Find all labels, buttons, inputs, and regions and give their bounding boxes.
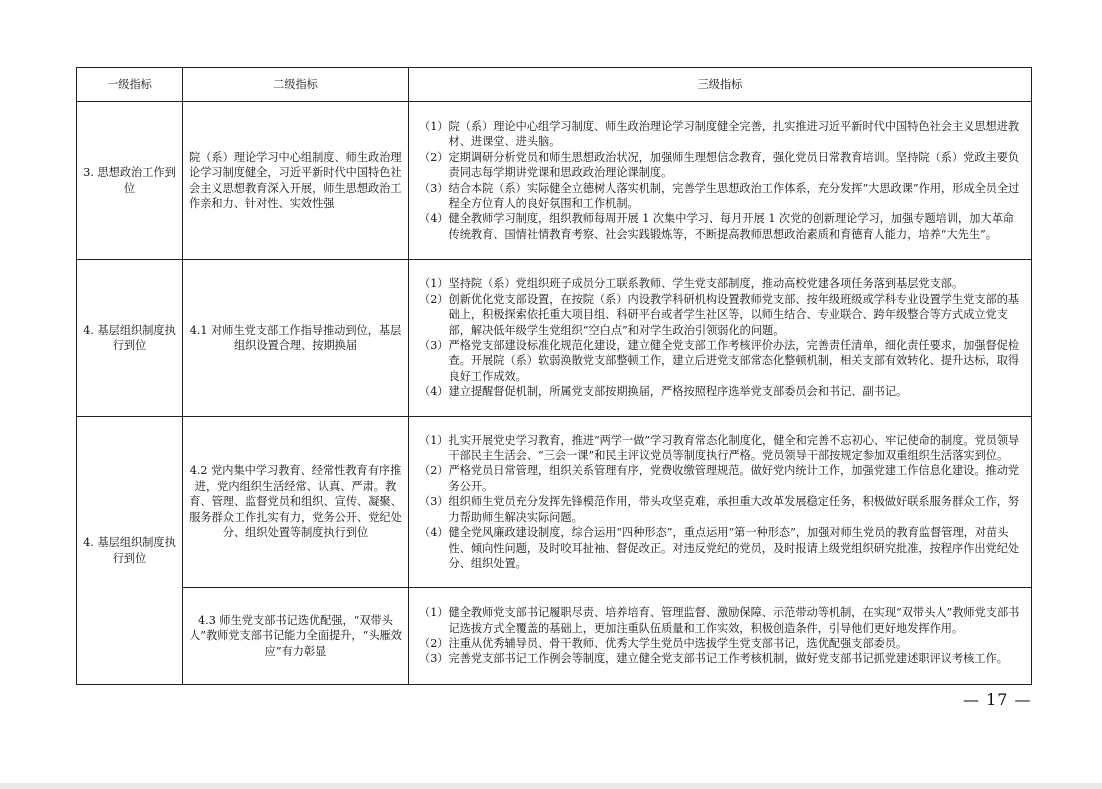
list-item <box>419 150 1025 181</box>
list-item <box>419 433 1025 464</box>
item-number: （2） <box>419 464 449 478</box>
item-number: （4） <box>419 385 449 399</box>
level3-cell <box>409 417 1032 588</box>
table-row <box>77 588 1032 685</box>
list-item <box>419 119 1025 150</box>
item-text: 院（系）理论中心组学习制度、师生政治理论学习制度健全完善，扎实推进习近平新时代中国特色社会主义思想进教材、进课堂、进头脑。 <box>448 119 1020 149</box>
list-item <box>419 181 1025 212</box>
item-number: （1） <box>419 606 449 620</box>
item-number: （3） <box>419 652 449 666</box>
item-number: （2） <box>419 292 449 306</box>
item-text: 坚持院（系）党组织班子成员分工联系教师、学生党支部制度，推动高校党建各项任务落到基层党支部。 <box>448 277 964 291</box>
bottom-divider <box>0 783 1102 789</box>
item-text: 结合本院（系）实际健全立德树人落实机制，完善学生思想政治工作体系，充分发挥“大思政课”作用，形成全员全过程全方位育人的良好氛围和工作机制。 <box>448 181 1020 210</box>
item-text: 严格党支部建设标准化规范化建设，建立健全党支部工作考核评价办法，完善责任清单，细化责任要求，加强督促检查。开展院（系）软弱涣散党支部整顿工作，建立后进党支部常态化整顿机制，相关支部有效转化、提升达标，取得良好工作成效。 <box>448 339 1020 383</box>
list-item <box>419 384 1025 399</box>
level2-cell: 4.1 对师生党支部工作指导推动到位，基层组织设置合理、按期换届 <box>183 260 409 417</box>
item-number: （3） <box>419 339 449 352</box>
item-text: 完善党支部书记工作例会等制度，建立健全党支部书记工作考核机制，做好党支部书记抓党建述职评议考核工作。 <box>448 652 1008 666</box>
item-text: 扎实开展党史学习教育，推进“两学一做”学习教育常态化制度化，健全和完善不忘初心、牢记使命的制度。党员领导干部民主生活会、“三会一课”和民主评议党员等制度执行严格。党员领导干部按规定参加双重组织生活落实到位。 <box>448 433 1020 463</box>
list-item <box>419 211 1025 242</box>
list-item <box>419 463 1025 494</box>
item-number: （1） <box>419 119 449 133</box>
indicator-table <box>76 67 1032 685</box>
item-text: 健全教师学习制度，组织教师每周开展 1 次集中学习、每月开展 1 次党的创新理论学习，加强专题培训，加大革命传统教育、国情社情教育考察、社会实践锻炼等，不断提高教师思想政治素质和育德育人能力，培养“大先生”。 <box>448 212 1014 241</box>
list-item <box>419 338 1025 384</box>
list-item <box>419 525 1025 571</box>
level1-cell: 3. 思想政治工作到位 <box>77 102 183 260</box>
item-text: 组织师生党员充分发挥先锋模范作用，带头攻坚克难，承担重大改革发展稳定任务，积极做好联系服务群众工作，努力帮助师生解决实际问题。 <box>448 495 1020 524</box>
header-level1: 一级指标 <box>77 68 183 102</box>
table-row <box>77 260 1032 417</box>
list-item <box>419 605 1025 636</box>
level2-cell: 4.3 师生党支部书记选优配强，“双带头人”教师党支部书记能力全面提升，“头雁效应”有力彰显 <box>183 588 409 685</box>
item-number: （3） <box>419 181 449 195</box>
item-number: （3） <box>419 495 449 509</box>
item-text: 注重从优秀辅导员、骨干教师、优秀大学生党员中选拔学生党支部书记，选优配强支部委员。 <box>448 637 908 650</box>
list-item <box>419 636 1025 651</box>
list-item <box>419 276 1025 291</box>
level3-cell <box>409 260 1032 417</box>
header-level2: 二级指标 <box>183 68 409 102</box>
item-number: （1） <box>419 277 449 291</box>
level3-cell <box>409 102 1032 260</box>
level2-cell: 院（系）理论学习中心组制度、师生政治理论学习制度健全，习近平新时代中国特色社会主义思想教育深入开展，师生思想政治工作亲和力、针对性、实效性强 <box>183 102 409 260</box>
item-text: 健全党风廉政建设制度，综合运用“四种形态”，重点运用“第一种形态”，加强对师生党员的教育监督管理，对苗头性、倾向性问题，及时咬耳扯袖、督促改正。对违反党纪的党员，及时报请上级党组织研究批准，按程序作出党纪处分、组织处置。 <box>448 526 1020 570</box>
table-row <box>77 417 1032 588</box>
page-number: — 17 — <box>963 690 1032 709</box>
list-item <box>419 292 1025 338</box>
list-item <box>419 494 1025 525</box>
item-number: （2） <box>419 150 449 164</box>
level1-cell: 4. 基层组织制度执行到位 <box>77 417 183 685</box>
item-text: 健全教师党支部书记履职尽责、培养培育、管理监督、激励保障、示范带动等机制，在实现“双带头人”教师党支部书记选拔方式全覆盖的基础上，更加注重队伍质量和工作实效，积极创造条件，引导他们更好地发挥作用。 <box>448 606 1020 635</box>
item-number: （4） <box>419 212 449 226</box>
item-text: 严格党员日常管理，组织关系管理有序，党费收缴管理规范。做好党内统计工作，加强党建工作信息化建设。推动党务公开。 <box>448 464 1020 493</box>
item-text: 定期调研分析党员和师生思想政治状况，加强师生理想信念教育，强化党员日常教育培训。坚持院（系）党政主要负责同志每学期讲党课和思政政治理论课制度。 <box>448 150 1020 180</box>
level3-cell <box>409 588 1032 685</box>
item-text: 创新优化党支部设置，在按院（系）内设教学科研机构设置教师党支部、按年级班级或学科专业设置学生党支部的基础上，积极探索依托重大项目组、科研平台或者学生社区等，以师生结合、专业联合、跨年级整合等方式成立党支部，解决低年级学生党组织“空白点”和对学生政治引领弱化的问题。 <box>448 292 1020 337</box>
item-text: 建立提醒督促机制，所属党支部按期换届，严格按照程序选举党支部委员会和书记、副书记。 <box>448 385 908 399</box>
table-row <box>77 102 1032 260</box>
item-number: （2） <box>419 637 449 650</box>
table-header-row <box>77 68 1032 102</box>
level2-cell: 4.2 党内集中学习教育、经常性教育有序推进，党内组织生活经常、认真、严肃。教育、管理、监督党员和组织、宣传、凝聚、服务群众工作扎实有力，党务公开、党纪处分、组织处置等制度执行到位 <box>183 417 409 588</box>
header-level3: 三级指标 <box>409 68 1032 102</box>
item-number: （4） <box>419 526 449 540</box>
list-item <box>419 651 1025 666</box>
level1-cell: 4. 基层组织制度执行到位 <box>77 260 183 417</box>
item-number: （1） <box>419 433 449 447</box>
